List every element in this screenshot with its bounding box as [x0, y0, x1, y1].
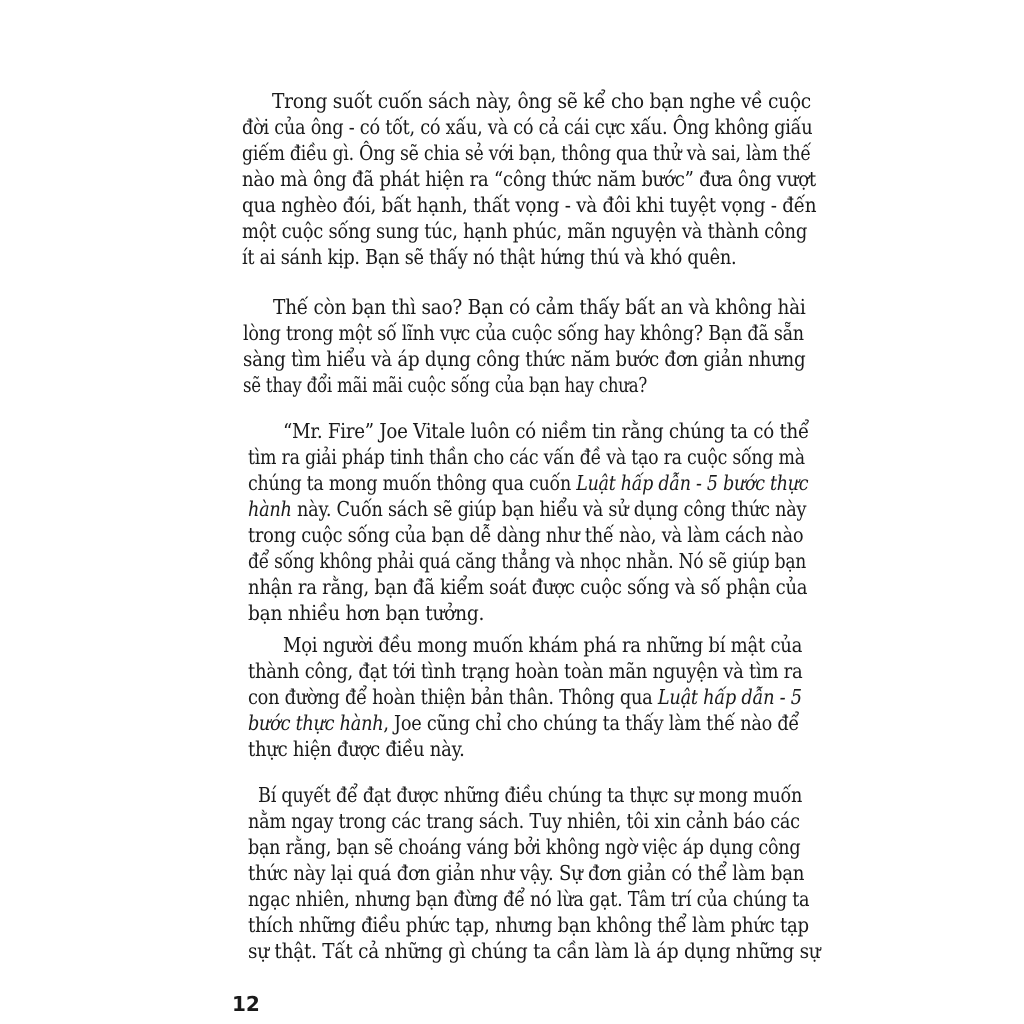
text-line [248, 808, 800, 834]
text-line [243, 372, 647, 398]
text-line [248, 600, 484, 626]
text-segment: Bí quyết để đạt được những điều chúng ta thực sự mong muốn [258, 783, 803, 807]
text-segment: Thế còn bạn thì sao? Bạn có cảm thấy bất an và không hài [273, 295, 806, 319]
italic-book-title: Luật hấp dẫn - 5 [657, 685, 802, 709]
text-line [248, 444, 805, 470]
text-line [248, 736, 465, 762]
text-segment: ít ai sánh kịp. Bạn sẽ thấy nó thật hứng thú và khó quên. [242, 245, 737, 269]
text-line [248, 522, 803, 548]
text-line [242, 192, 816, 218]
text-line [242, 218, 807, 244]
text-segment: nhận ra rằng, bạn đã kiểm soát được cuộc sống và số phận của [248, 575, 808, 599]
text-segment: thực hiện được điều này. [248, 737, 465, 761]
text-line [273, 294, 806, 320]
text-line [248, 834, 800, 860]
text-segment: tìm ra giải pháp tinh thần cho các vấn đề và tạo ra cuộc sống mà [248, 445, 805, 469]
text-segment: chúng ta mong muốn thông qua cuốn [248, 471, 577, 495]
text-segment: nào mà ông đã phát hiện ra “công thức năm bước” đưa ông vượt [242, 167, 816, 191]
text-segment: đời của ông - có tốt, có xấu, và có cả cái cực xấu. Ông không giấu [242, 115, 813, 139]
text-line [243, 320, 804, 346]
text-line [248, 496, 806, 522]
text-segment: thích những điều phức tạp, nhưng bạn không thể làm phức tạp [248, 913, 809, 937]
text-line [242, 166, 816, 192]
text-segment: “Mr. Fire” Joe Vitale luôn có niềm tin rằng chúng ta có thể [283, 419, 809, 443]
text-segment: này. Cuốn sách sẽ giúp bạn hiểu và sử dụng công thức này [291, 497, 807, 521]
text-segment: nằm ngay trong các trang sách. Tuy nhiên, tôi xin cảnh báo các [248, 809, 800, 833]
text-line [242, 114, 812, 140]
text-line [248, 710, 799, 736]
text-segment: thức này lại quá đơn giản như vậy. Sự đơn giản có thể làm bạn [248, 861, 805, 885]
text-segment: con đường để hoàn thiện bản thân. Thông qua [248, 685, 658, 709]
text-segment: lòng trong một số lĩnh vực của cuộc sống hay không? Bạn đã sẵn [243, 321, 804, 345]
text-segment: sàng tìm hiểu và áp dụng công thức năm bước đơn giản nhưng [243, 347, 806, 371]
text-segment: , Joe cũng chỉ cho chúng ta thấy làm thế nào để [383, 711, 800, 735]
text-line [248, 548, 806, 574]
text-line [248, 574, 807, 600]
text-segment: bạn nhiều hơn bạn tưởng. [248, 601, 485, 625]
text-line [242, 140, 811, 166]
text-segment: sẽ thay đổi mãi mãi cuộc sống của bạn hay chưa? [243, 373, 648, 397]
text-segment: ngạc nhiên, nhưng bạn đừng để nó lừa gạt. Tâm trí của chúng ta [248, 887, 810, 911]
text-line [243, 346, 805, 372]
text-segment: bạn rằng, bạn sẽ choáng váng bởi không ngờ việc áp dụng công [248, 835, 801, 859]
italic-book-title: bước thực hành [248, 711, 384, 735]
text-line [248, 470, 808, 496]
text-line [258, 782, 802, 808]
text-segment: giếm điều gì. Ông sẽ chia sẻ với bạn, thông qua thử và sai, làm thế [242, 141, 811, 165]
text-segment: sự thật. Tất cả những gì chúng ta cần làm là áp dụng những sự [248, 939, 821, 963]
text-segment: thành công, đạt tới tình trạng hoàn toàn mãn nguyện và tìm ra [248, 659, 803, 683]
text-segment: để sống không phải quá căng thẳng và nhọc nhằn. Nó sẽ giúp bạn [248, 549, 807, 573]
text-segment: Trong suốt cuốn sách này, ông sẽ kể cho bạn nghe về cuộc [272, 89, 811, 113]
page-number: 12 [232, 992, 260, 1016]
text-line [272, 88, 811, 114]
italic-book-title: Luật hấp dẫn - 5 bước thực [576, 471, 809, 495]
text-line [248, 938, 820, 964]
text-segment: Mọi người đều mong muốn khám phá ra những bí mật của [283, 633, 803, 657]
text-line [242, 244, 736, 270]
italic-book-title: hành [248, 497, 292, 521]
text-segment: qua nghèo đói, bất hạnh, thất vọng - và đôi khi tuyệt vọng - đến [242, 193, 817, 217]
text-segment: trong cuộc sống của bạn dễ dàng như thế nào, và làm cách nào [248, 523, 804, 547]
text-line [248, 860, 804, 886]
text-line [248, 684, 802, 710]
text-segment: một cuộc sống sung túc, hạnh phúc, mãn nguyện và thành công [242, 219, 808, 243]
text-line [283, 418, 809, 444]
text-line [248, 658, 802, 684]
text-line [283, 632, 802, 658]
text-line [248, 886, 809, 912]
text-line [248, 912, 809, 938]
